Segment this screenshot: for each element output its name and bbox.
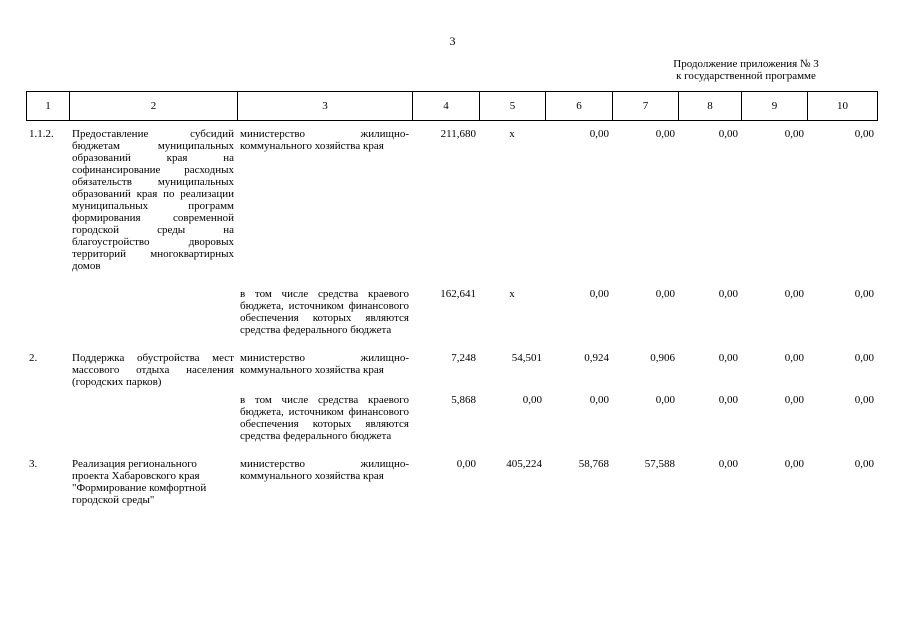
value-cell: 0,906	[650, 352, 675, 364]
row-index: 1.1.2.	[29, 128, 54, 140]
row-source: министерство жилищно-коммунального хозяйства края	[240, 352, 409, 376]
value-cell: 0,00	[655, 128, 675, 140]
row-name	[69, 286, 237, 336]
value-cell: 0,00	[456, 458, 476, 470]
value-cell: 57,588	[644, 458, 675, 470]
value-cell: 0,00	[854, 128, 874, 140]
value-cell: 0,00	[784, 352, 804, 364]
value-cell: 0,00	[522, 394, 542, 406]
value-cell: 0,00	[854, 458, 874, 470]
value-cell: 0,924	[584, 352, 609, 364]
header-table	[26, 91, 878, 121]
value-cell: 0,00	[854, 288, 874, 300]
row-index	[26, 392, 69, 442]
row-name: Реализация регионального проекта Хабаровского края "Формирование комфортной городской среды"	[72, 458, 207, 506]
header-cell: 9	[742, 92, 808, 121]
value-cell: 0,00	[854, 394, 874, 406]
header-cell: 10	[808, 92, 878, 121]
row-source: в том числе средства краевого бюджета, источником финансового обеспечения которых являются средства федерального бюджета	[240, 288, 409, 336]
value-cell: 58,768	[578, 458, 609, 470]
value-cell: 405,224	[506, 458, 542, 470]
row-index	[26, 286, 69, 336]
value-cell: 0,00	[784, 288, 804, 300]
row-source: министерство жилищно-коммунального хозяйства края	[240, 128, 409, 152]
value-cell: 0,00	[784, 458, 804, 470]
row-name	[69, 392, 237, 442]
value-cell: 0,00	[655, 394, 675, 406]
value-cell: 0,00	[718, 458, 738, 470]
value-cell: х	[509, 288, 515, 300]
value-cell: 54,501	[511, 352, 542, 364]
appendix-line-2: к государственной программе	[676, 70, 816, 82]
value-cell: 0,00	[784, 394, 804, 406]
value-cell: х	[509, 128, 515, 140]
value-cell: 162,641	[440, 288, 476, 300]
appendix-line-1: Продолжение приложения № 3	[673, 58, 819, 70]
table-row	[26, 392, 877, 442]
value-cell: 0,00	[589, 288, 609, 300]
header-cell: 5	[480, 92, 546, 121]
row-source: министерство жилищно-коммунального хозяйства края	[240, 458, 409, 482]
page-number: 3	[449, 34, 456, 48]
row-name: Предоставление субсидий бюджетам муниципальных образований края на софинансирование расходных обязательств муниципальных образований края по реализации муниципальных программ формирования современной городской среды на благоустройство дворовых территорий многоквартирных домов	[72, 128, 234, 272]
value-cell: 0,00	[854, 352, 874, 364]
header-cell: 7	[613, 92, 679, 121]
row-index: 3.	[29, 458, 38, 470]
header-row	[27, 92, 878, 121]
table-row	[26, 126, 877, 272]
value-cell: 0,00	[718, 288, 738, 300]
table-row	[26, 456, 877, 506]
table-row	[26, 286, 877, 336]
table-row	[26, 350, 877, 388]
header-cell: 3	[238, 92, 413, 121]
value-cell: 0,00	[784, 128, 804, 140]
header-cell: 6	[546, 92, 613, 121]
appendix-caption	[636, 58, 856, 82]
header-cell: 2	[70, 92, 238, 121]
value-cell: 0,00	[655, 288, 675, 300]
row-index: 2.	[29, 352, 38, 364]
value-cell: 0,00	[718, 128, 738, 140]
header-cell: 4	[413, 92, 480, 121]
data-table	[26, 126, 877, 506]
value-cell: 5,868	[451, 394, 476, 406]
row-source: в том числе средства краевого бюджета, источником финансового обеспечения которых являются средства федерального бюджета	[240, 394, 409, 442]
header-cell: 1	[27, 92, 70, 121]
row-name: Поддержка обустройства мест массового отдыха населения (городских парков)	[72, 352, 234, 388]
header-cell: 8	[679, 92, 742, 121]
value-cell: 0,00	[718, 394, 738, 406]
value-cell: 0,00	[589, 394, 609, 406]
value-cell: 0,00	[589, 128, 609, 140]
value-cell: 0,00	[718, 352, 738, 364]
value-cell: 7,248	[451, 352, 476, 364]
value-cell: 211,680	[440, 128, 476, 140]
